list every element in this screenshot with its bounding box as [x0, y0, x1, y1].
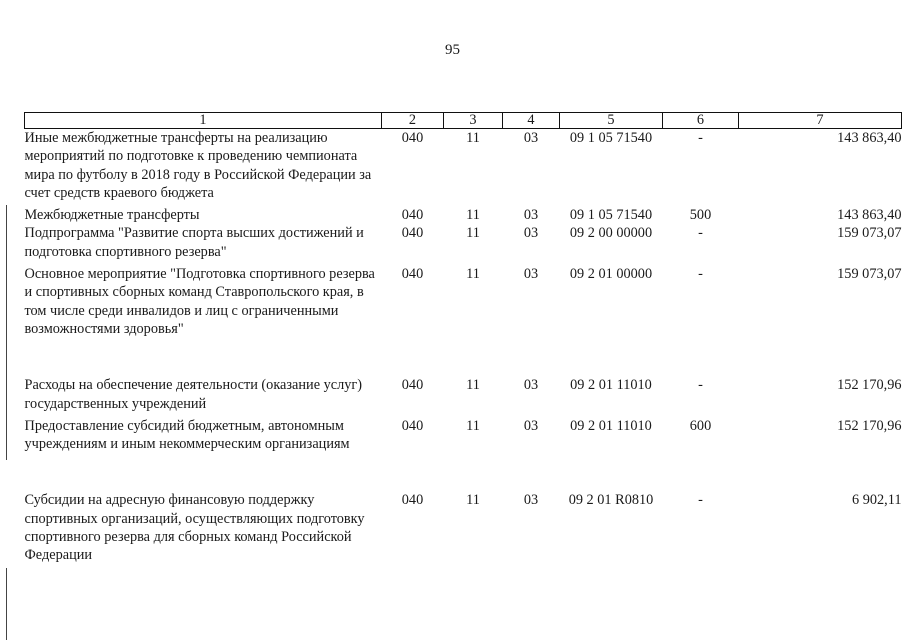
- subsection-code: 03: [523, 417, 539, 434]
- expense-name: Основное мероприятие "Подготовка спортивного резерва и спортивных сборных команд Ставропольского края, в том числе среди инвалидов и лиц с ограниченными возможностями здоровья": [24, 266, 375, 337]
- expense-name: Предоставление субсидий бюджетным, автономным учреждениям и иным некоммерческим организациям: [24, 417, 350, 453]
- amount: 152 170,96: [837, 417, 902, 434]
- column-header: 5: [560, 113, 663, 129]
- amount: 152 170,96: [837, 377, 902, 394]
- expense-type-code: 500: [689, 207, 712, 224]
- target-article-code: 09 2 01 00000: [569, 266, 653, 283]
- expense-type-code: 600: [689, 417, 712, 434]
- ministry-code: 040: [401, 492, 424, 509]
- expense-name: Расходы на обеспечение деятельности (оказание услуг) государственных учреждений: [24, 377, 363, 412]
- expense-name: Субсидии на адресную финансовую поддержку спортивных организаций, осуществляющих подготовку спортивного резерва для сборных команд Российской Федерации: [24, 492, 365, 564]
- column-header: 1: [25, 113, 382, 129]
- ministry-code: 040: [401, 225, 424, 242]
- table-row: [25, 261, 902, 338]
- amount: 6 902,11: [851, 492, 902, 509]
- expense-name: Межбюджетные трансферты: [24, 207, 200, 224]
- column-header: 2: [382, 113, 444, 129]
- table-row: [25, 202, 902, 224]
- ministry-code: 040: [401, 207, 424, 224]
- table-row: [25, 224, 902, 261]
- column-header: 6: [663, 113, 739, 129]
- expense-type-code: -: [698, 225, 703, 242]
- table-row: [25, 413, 902, 454]
- margin-line: [6, 568, 7, 640]
- section-code: 11: [466, 492, 480, 509]
- amount: 159 073,07: [837, 225, 902, 242]
- ministry-code: 040: [401, 130, 424, 146]
- subsection-code: 03: [523, 492, 539, 509]
- column-header: 7: [739, 113, 902, 129]
- ministry-code: 040: [401, 377, 424, 394]
- amount: 159 073,07: [837, 266, 902, 283]
- expense-type-code: -: [698, 492, 703, 509]
- expense-type-code: -: [698, 130, 703, 146]
- table-row: [25, 129, 902, 203]
- ministry-code: 040: [401, 266, 424, 283]
- table-row: [25, 338, 902, 413]
- column-header: 3: [444, 113, 503, 129]
- section-code: 11: [466, 130, 480, 146]
- subsection-code: 03: [523, 377, 539, 394]
- section-code: 11: [466, 266, 480, 283]
- page-number: 95: [445, 42, 460, 58]
- ministry-code: 040: [401, 417, 424, 434]
- section-code: 11: [466, 417, 480, 434]
- target-article-code: 09 2 01 11010: [570, 377, 652, 394]
- amount: 143 863,40: [837, 207, 902, 224]
- expense-name: Иные межбюджетные трансферты на реализацию мероприятий по подготовке к проведению чемпионата мира по футболу в 2018 году в Российской Федерации за счет средств краевого бюджета: [24, 130, 372, 201]
- target-article-code: 09 1 05 71540: [569, 207, 653, 224]
- section-code: 11: [466, 207, 480, 224]
- section-code: 11: [466, 225, 480, 242]
- margin-line: [6, 205, 7, 460]
- column-number-row: [25, 113, 902, 129]
- subsection-code: 03: [523, 225, 539, 242]
- subsection-code: 03: [523, 207, 539, 224]
- subsection-code: 03: [523, 130, 539, 146]
- expense-type-code: -: [698, 377, 703, 394]
- column-header: 4: [503, 113, 560, 129]
- table-row: [25, 453, 902, 564]
- target-article-code: 09 2 00 00000: [569, 225, 653, 242]
- target-article-code: 09 2 01 11010: [570, 417, 652, 434]
- expense-name: Подпрограмма "Развитие спорта высших достижений и подготовка спортивного резерва": [24, 225, 364, 260]
- subsection-code: 03: [523, 266, 539, 283]
- amount: 143 863,40: [837, 130, 902, 146]
- target-article-code: 09 2 01 R0810: [568, 492, 654, 509]
- budget-table: [24, 112, 902, 565]
- expense-type-code: -: [698, 266, 703, 283]
- section-code: 11: [466, 377, 480, 394]
- target-article-code: 09 1 05 71540: [569, 130, 653, 146]
